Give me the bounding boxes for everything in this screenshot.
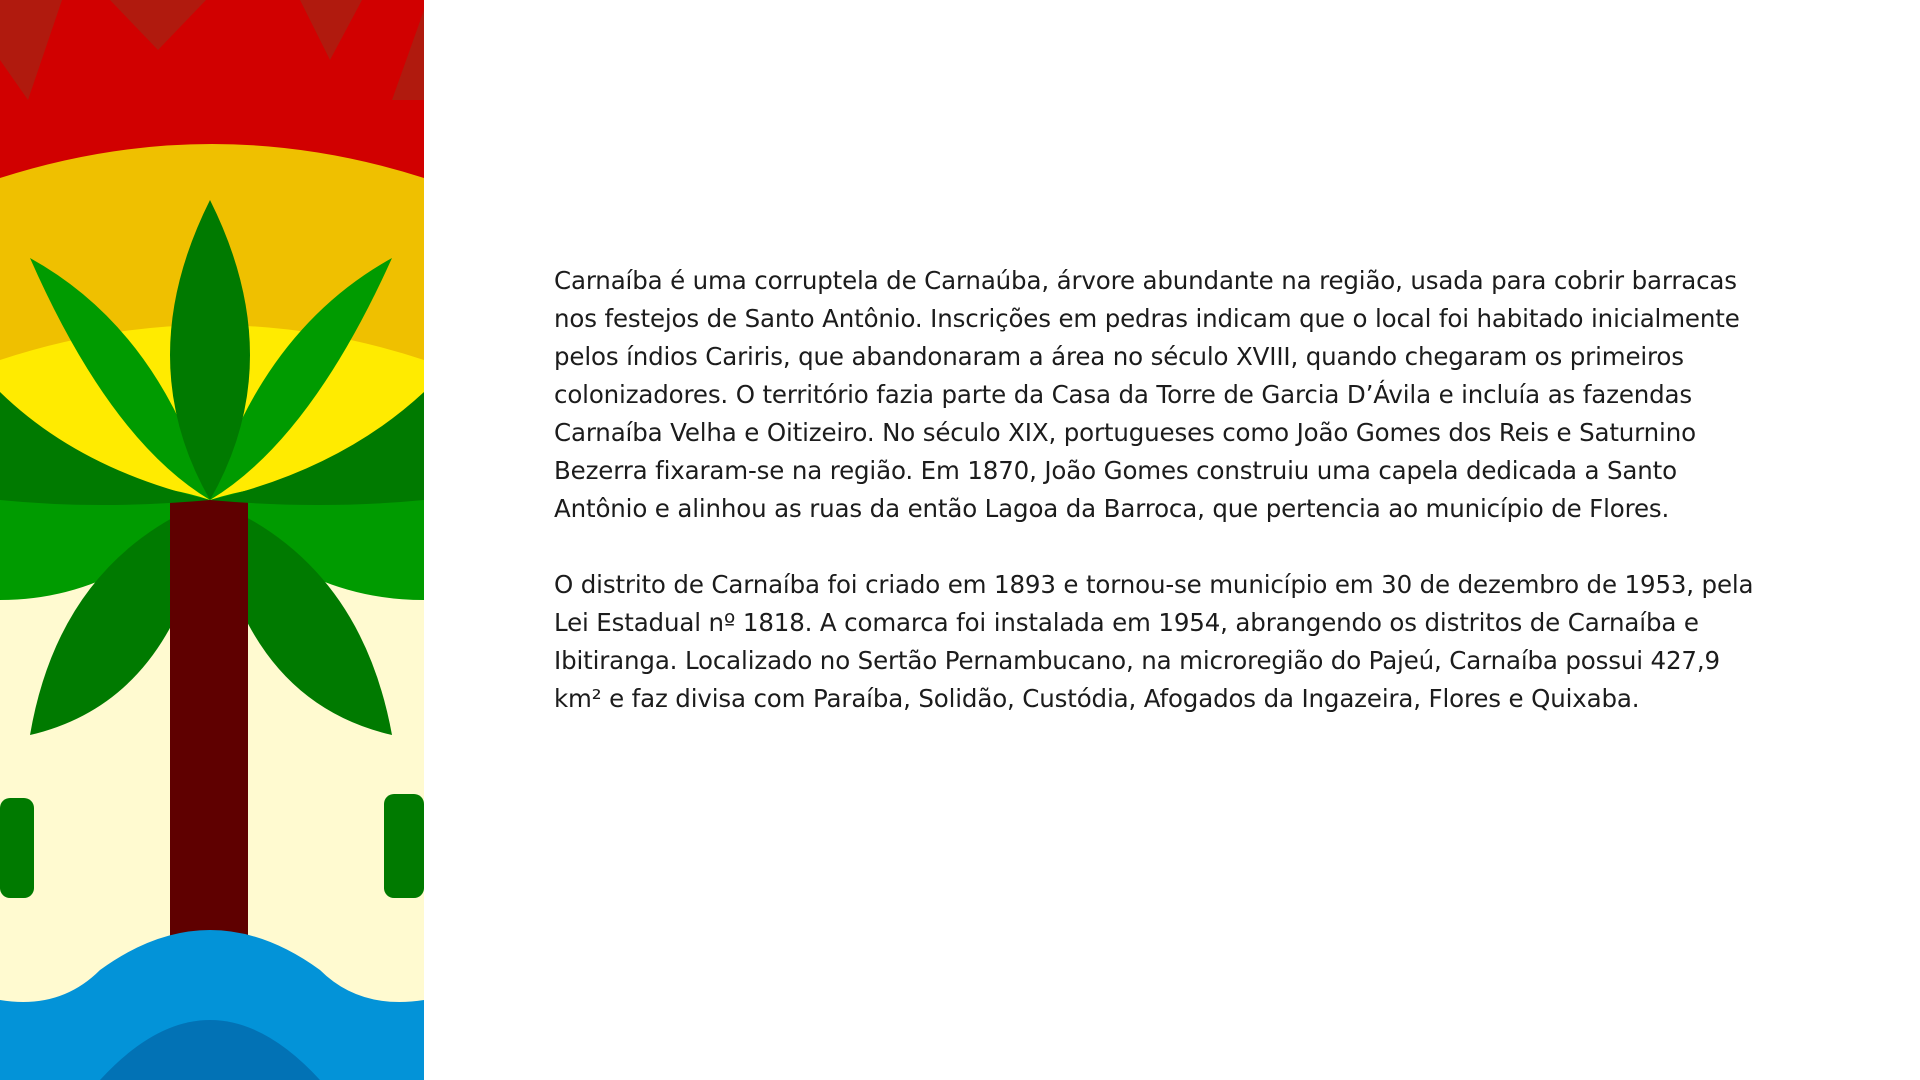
history-text	[554, 262, 1754, 718]
history-paragraph-municipality: O distrito de Carnaíba foi criado em 1893 e tornou-se município em 30 de dezembro de 1953, pela Lei Estadual nº 1818. A comarca foi instalada em 1954, abrangendo os distritos de Carnaíba e Ibitiranga. Localizado no Sertão Pernambucano, na microregião do Pajeú, Carnaíba possui 427,9 km² e faz divisa com Paraíba, Solidão, Custódia, Afogados da Ingazeira, Flores e Quixaba.	[554, 570, 1754, 713]
history-paragraph-origin: Carnaíba é uma corruptela de Carnaúba, árvore abundante na região, usada para cobrir barracas nos festejos de Santo Antônio. Inscrições em pedras indicam que o local foi habitado inicialmente pelos índios Cariris, que abandonaram a área no século XVIII, quando chegaram os primeiros colonizadores. O território fazia parte da Casa da Torre de Garcia D’Ávila e incluía as fazendas Carnaíba Velha e Oitizeiro. No século XIX, portugueses como João Gomes dos Reis e Saturnino Bezerra fixaram-se na região. Em 1870, João Gomes construiu uma capela dedicada a Santo Antônio e alinhou as ruas da então Lagoa da Barroca, que pertencia ao município de Flores.	[554, 266, 1740, 523]
carnaiba-palm-emblem-icon	[0, 0, 424, 1080]
